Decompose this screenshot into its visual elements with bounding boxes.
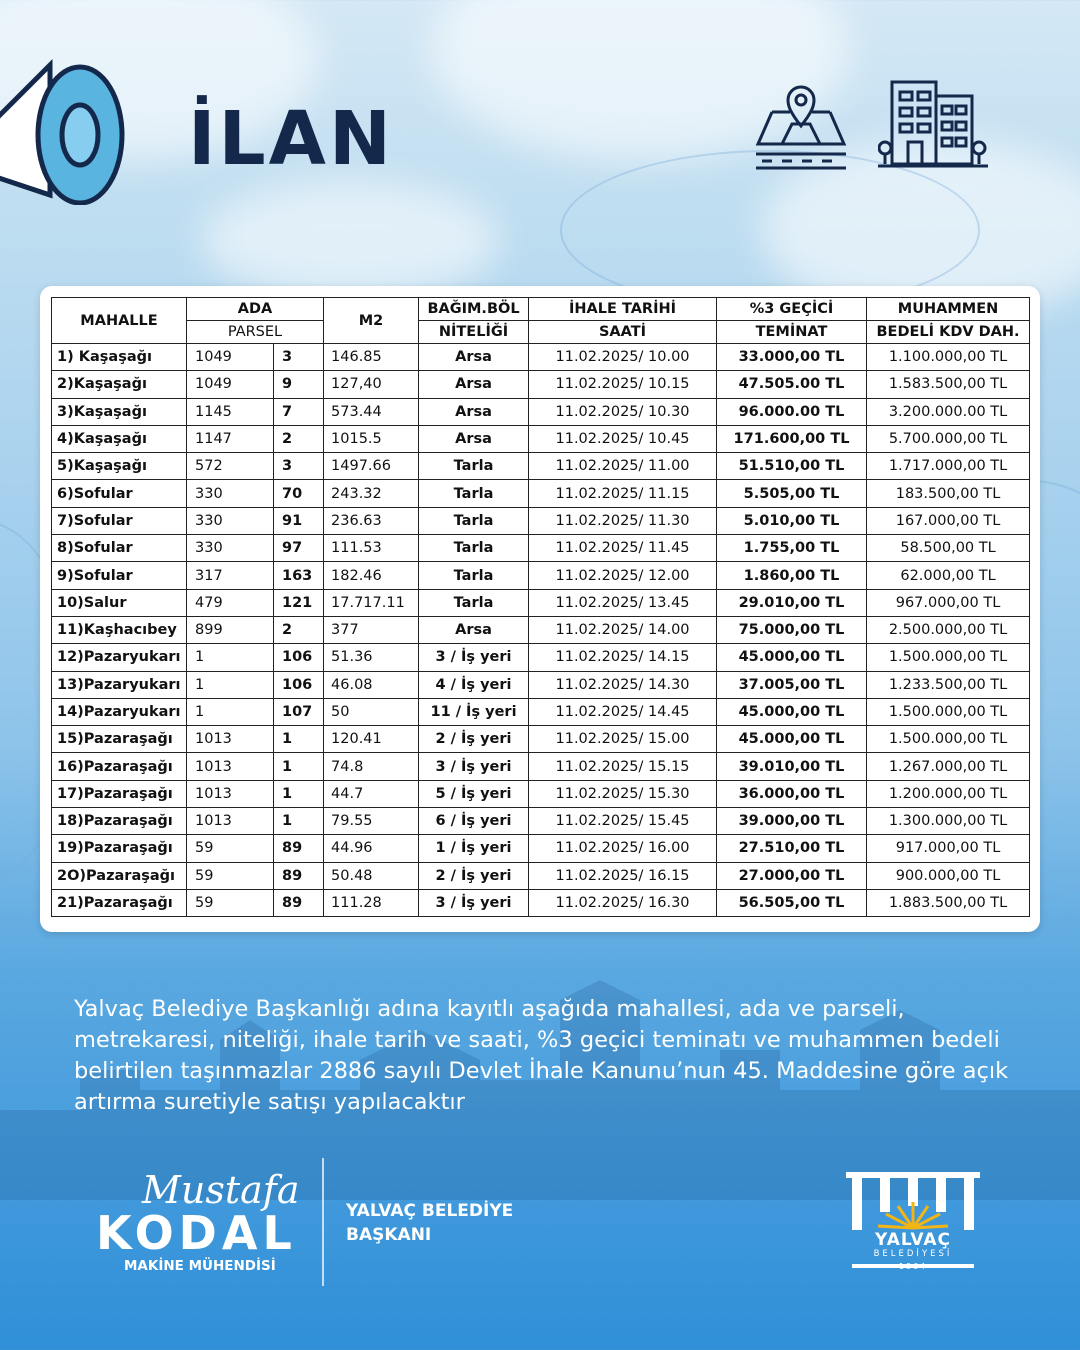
cell-ada: 317: [187, 562, 274, 589]
cell-ada: 1049: [187, 371, 274, 398]
table-row: [52, 371, 1030, 398]
header-nitelik-top: BAĞIM.BÖL: [419, 298, 529, 321]
cell-m2: 1015.5: [324, 425, 419, 452]
cell-ihale-tarihi: 11.02.2025/ 14.15: [529, 644, 717, 671]
cell-parsel: 106: [274, 644, 324, 671]
cell-nitelik: 4 / İş yeri: [419, 671, 529, 698]
cell-muhammen-bedel: 917.000,00 TL: [867, 835, 1030, 862]
cell-teminat: 171.600,00 TL: [717, 425, 867, 452]
cell-ihale-tarihi: 11.02.2025/ 11.30: [529, 507, 717, 534]
table-row: [52, 344, 1030, 371]
table-row: [52, 698, 1030, 725]
cell-muhammen-bedel: 1.267.000,00 TL: [867, 753, 1030, 780]
cell-parsel: 89: [274, 835, 324, 862]
cell-muhammen-bedel: 1.500.000,00 TL: [867, 644, 1030, 671]
cell-muhammen-bedel: 5.700.000,00 TL: [867, 425, 1030, 452]
cell-teminat: 45.000,00 TL: [717, 726, 867, 753]
cell-muhammen-bedel: 1.100.000,00 TL: [867, 344, 1030, 371]
cell-parsel: 121: [274, 589, 324, 616]
cell-teminat: 47.505.00 TL: [717, 371, 867, 398]
cell-m2: 182.46: [324, 562, 419, 589]
cell-parsel: 163: [274, 562, 324, 589]
cell-nitelik: Tarla: [419, 453, 529, 480]
cell-muhammen-bedel: 2.500.000,00 TL: [867, 616, 1030, 643]
cell-m2: 17.717.11: [324, 589, 419, 616]
mayor-title-line1: YALVAÇ BELEDİYE: [346, 1201, 514, 1221]
cell-mahalle: 3)Kaşaşağı: [52, 398, 187, 425]
cell-nitelik: Arsa: [419, 616, 529, 643]
cell-teminat: 45.000,00 TL: [717, 698, 867, 725]
cell-m2: 44.7: [324, 780, 419, 807]
cell-m2: 79.55: [324, 808, 419, 835]
cell-nitelik: 11 / İş yeri: [419, 698, 529, 725]
cell-ada: 1147: [187, 425, 274, 452]
table-row: [52, 644, 1030, 671]
cell-parsel: 97: [274, 535, 324, 562]
cell-parsel: 107: [274, 698, 324, 725]
cell-ihale-tarihi: 11.02.2025/ 10.45: [529, 425, 717, 452]
cell-mahalle: 2O)Pazaraşağı: [52, 862, 187, 889]
cell-nitelik: Tarla: [419, 535, 529, 562]
mayor-title-line2: BAŞKANI: [346, 1225, 432, 1245]
cell-nitelik: Arsa: [419, 398, 529, 425]
cell-nitelik: 2 / İş yeri: [419, 726, 529, 753]
megaphone-icon: [0, 55, 140, 205]
cell-teminat: 27.510,00 TL: [717, 835, 867, 862]
cell-ada: 330: [187, 507, 274, 534]
cell-teminat: 1.860,00 TL: [717, 562, 867, 589]
table-row: [52, 862, 1030, 889]
cell-nitelik: Tarla: [419, 562, 529, 589]
cell-mahalle: 18)Pazaraşağı: [52, 808, 187, 835]
table-row: [52, 453, 1030, 480]
logo-name: YALVAÇ: [875, 1230, 951, 1250]
cell-mahalle: 8)Sofular: [52, 535, 187, 562]
cell-m2: 573.44: [324, 398, 419, 425]
table-row: [52, 671, 1030, 698]
cell-parsel: 1: [274, 808, 324, 835]
cell-mahalle: 4)Kaşaşağı: [52, 425, 187, 452]
cell-teminat: 1.755,00 TL: [717, 535, 867, 562]
cell-ada: 330: [187, 480, 274, 507]
cell-teminat: 29.010,00 TL: [717, 589, 867, 616]
signature-script-name: Mustafa: [142, 1168, 300, 1212]
cell-ada: 330: [187, 535, 274, 562]
cell-m2: 120.41: [324, 726, 419, 753]
cell-ihale-tarihi: 11.02.2025/ 11.45: [529, 535, 717, 562]
cell-nitelik: Arsa: [419, 371, 529, 398]
cell-mahalle: 10)Salur: [52, 589, 187, 616]
header-bedel-top: MUHAMMEN: [867, 298, 1030, 321]
cell-teminat: 75.000,00 TL: [717, 616, 867, 643]
cell-teminat: 39.010,00 TL: [717, 753, 867, 780]
table-row: [52, 889, 1030, 916]
cell-muhammen-bedel: 1.500.000,00 TL: [867, 726, 1030, 753]
header-bedel-bottom: BEDELİ KDV DAH.: [867, 321, 1030, 344]
cell-parsel: 91: [274, 507, 324, 534]
cell-teminat: 45.000,00 TL: [717, 644, 867, 671]
cell-nitelik: 5 / İş yeri: [419, 780, 529, 807]
cell-ada: 1145: [187, 398, 274, 425]
signature-profession: MAKİNE MÜHENDİSİ: [124, 1258, 276, 1274]
cell-mahalle: 9)Sofular: [52, 562, 187, 589]
cell-parsel: 89: [274, 862, 324, 889]
header-tarih-top: İHALE TARİHİ: [529, 298, 717, 321]
cell-m2: 74.8: [324, 753, 419, 780]
cell-ihale-tarihi: 11.02.2025/ 16.30: [529, 889, 717, 916]
cell-nitelik: Arsa: [419, 425, 529, 452]
cell-ihale-tarihi: 11.02.2025/ 16.00: [529, 835, 717, 862]
cell-mahalle: 2)Kaşaşağı: [52, 371, 187, 398]
cell-ada: 59: [187, 862, 274, 889]
mayor-title: [346, 1199, 513, 1247]
announcement-description: Yalvaç Belediye Başkanlığı adına kayıtlı aşağıda mahallesi, ada ve parseli, metrekaresi, niteliği, ihale tarih ve saati, %3 geçici teminatı ve muhammen bedeli belirtilen taşınmazlar 2886 sayılı Devlet İhale Kanunu’nun 45. Maddesine göre açık artırma suretiyle satışı yapılacaktır: [74, 996, 1009, 1115]
cell-mahalle: 1) Kaşaşağı: [52, 344, 187, 371]
cell-ada: 572: [187, 453, 274, 480]
cell-ada: 1013: [187, 753, 274, 780]
cell-mahalle: 7)Sofular: [52, 507, 187, 534]
cell-muhammen-bedel: 62.000,00 TL: [867, 562, 1030, 589]
signature-name: KODAL: [96, 1206, 297, 1260]
cell-teminat: 51.510,00 TL: [717, 453, 867, 480]
cell-parsel: 7: [274, 398, 324, 425]
cell-teminat: 56.505,00 TL: [717, 889, 867, 916]
cell-ada: 1013: [187, 726, 274, 753]
cell-muhammen-bedel: 3.200.000.00 TL: [867, 398, 1030, 425]
cell-ada: 59: [187, 835, 274, 862]
cell-nitelik: Arsa: [419, 344, 529, 371]
cell-parsel: 2: [274, 616, 324, 643]
cell-ihale-tarihi: 11.02.2025/ 12.00: [529, 562, 717, 589]
cell-ihale-tarihi: 11.02.2025/ 16.15: [529, 862, 717, 889]
cell-muhammen-bedel: 1.717.000,00 TL: [867, 453, 1030, 480]
cell-nitelik: 3 / İş yeri: [419, 644, 529, 671]
cell-ihale-tarihi: 11.02.2025/ 15.45: [529, 808, 717, 835]
table-row: [52, 808, 1030, 835]
cell-muhammen-bedel: 900.000,00 TL: [867, 862, 1030, 889]
header-ada: ADA: [187, 298, 324, 321]
cell-mahalle: 15)Pazaraşağı: [52, 726, 187, 753]
cell-mahalle: 14)Pazaryukarı: [52, 698, 187, 725]
cell-ihale-tarihi: 11.02.2025/ 11.15: [529, 480, 717, 507]
table-row: [52, 835, 1030, 862]
cell-nitelik: 3 / İş yeri: [419, 889, 529, 916]
cell-m2: 111.28: [324, 889, 419, 916]
cell-m2: 50: [324, 698, 419, 725]
cell-parsel: 9: [274, 371, 324, 398]
cell-ihale-tarihi: 11.02.2025/ 15.15: [529, 753, 717, 780]
cell-parsel: 89: [274, 889, 324, 916]
cell-teminat: 37.005,00 TL: [717, 671, 867, 698]
table-row: [52, 398, 1030, 425]
cell-parsel: 3: [274, 453, 324, 480]
page-title: İLAN: [188, 96, 394, 182]
auction-table-card: [40, 286, 1040, 932]
cell-ihale-tarihi: 11.02.2025/ 10.00: [529, 344, 717, 371]
cell-m2: 111.53: [324, 535, 419, 562]
auction-table: [51, 297, 1030, 917]
cell-muhammen-bedel: 1.200.000,00 TL: [867, 780, 1030, 807]
cell-ada: 1013: [187, 780, 274, 807]
cell-nitelik: 2 / İş yeri: [419, 862, 529, 889]
table-row: [52, 480, 1030, 507]
cell-nitelik: 3 / İş yeri: [419, 753, 529, 780]
logo-subtitle: BELEDİYESİ: [873, 1249, 953, 1259]
cell-muhammen-bedel: 1.500.000,00 TL: [867, 698, 1030, 725]
table-row: [52, 425, 1030, 452]
cell-ada: 1: [187, 698, 274, 725]
cell-ada: 1: [187, 644, 274, 671]
map-location-icon: [752, 82, 850, 172]
cell-parsel: 106: [274, 671, 324, 698]
cell-teminat: 39.000,00 TL: [717, 808, 867, 835]
cell-ihale-tarihi: 11.02.2025/ 10.15: [529, 371, 717, 398]
cell-nitelik: Tarla: [419, 480, 529, 507]
cell-parsel: 1: [274, 780, 324, 807]
cell-m2: 236.63: [324, 507, 419, 534]
cell-muhammen-bedel: 1.300.000,00 TL: [867, 808, 1030, 835]
table-row: [52, 535, 1030, 562]
cell-muhammen-bedel: 1.883.500,00 TL: [867, 889, 1030, 916]
table-row: [52, 753, 1030, 780]
cell-muhammen-bedel: 1.233.500,00 TL: [867, 671, 1030, 698]
header-mahalle: MAHALLE: [52, 298, 187, 344]
cell-ihale-tarihi: 11.02.2025/ 14.00: [529, 616, 717, 643]
cell-muhammen-bedel: 183.500,00 TL: [867, 480, 1030, 507]
cell-nitelik: Tarla: [419, 507, 529, 534]
cell-teminat: 33.000,00 TL: [717, 344, 867, 371]
cell-muhammen-bedel: 58.500,00 TL: [867, 535, 1030, 562]
cell-parsel: 1: [274, 726, 324, 753]
header-teminat-bottom: TEMİNAT: [717, 321, 867, 344]
cell-mahalle: 16)Pazaraşağı: [52, 753, 187, 780]
cell-m2: 50.48: [324, 862, 419, 889]
cell-ihale-tarihi: 11.02.2025/ 10.30: [529, 398, 717, 425]
cell-m2: 243.32: [324, 480, 419, 507]
table-row: [52, 726, 1030, 753]
cell-ihale-tarihi: 11.02.2025/ 15.00: [529, 726, 717, 753]
table-row: [52, 589, 1030, 616]
cell-parsel: 70: [274, 480, 324, 507]
cell-m2: 46.08: [324, 671, 419, 698]
cell-m2: 127,40: [324, 371, 419, 398]
cell-m2: 51.36: [324, 644, 419, 671]
cell-nitelik: 6 / İş yeri: [419, 808, 529, 835]
cell-ada: 899: [187, 616, 274, 643]
header-m2: M2: [324, 298, 419, 344]
cell-mahalle: 21)Pazaraşağı: [52, 889, 187, 916]
cell-mahalle: 13)Pazaryukarı: [52, 671, 187, 698]
cell-ada: 59: [187, 889, 274, 916]
cell-m2: 146.85: [324, 344, 419, 371]
cell-ada: 1: [187, 671, 274, 698]
header-parsel: PARSEL: [187, 321, 324, 344]
building-icon: [878, 78, 988, 172]
cell-teminat: 5.505,00 TL: [717, 480, 867, 507]
cell-ihale-tarihi: 11.02.2025/ 11.00: [529, 453, 717, 480]
cell-mahalle: 12)Pazaryukarı: [52, 644, 187, 671]
cell-teminat: 36.000,00 TL: [717, 780, 867, 807]
cell-teminat: 5.010,00 TL: [717, 507, 867, 534]
cell-nitelik: 1 / İş yeri: [419, 835, 529, 862]
table-row: [52, 616, 1030, 643]
cell-mahalle: 5)Kaşaşağı: [52, 453, 187, 480]
table-row: [52, 780, 1030, 807]
cell-ihale-tarihi: 11.02.2025/ 14.45: [529, 698, 717, 725]
cell-ihale-tarihi: 11.02.2025/ 14.30: [529, 671, 717, 698]
table-row: [52, 507, 1030, 534]
cell-m2: 44.96: [324, 835, 419, 862]
cell-ada: 479: [187, 589, 274, 616]
logo-year: 1864: [898, 1262, 928, 1271]
table-row: [52, 562, 1030, 589]
signature-divider: [322, 1158, 324, 1286]
cell-teminat: 96.000.00 TL: [717, 398, 867, 425]
cell-mahalle: 11)Kaşhacıbey: [52, 616, 187, 643]
cell-teminat: 27.000,00 TL: [717, 862, 867, 889]
cell-parsel: 1: [274, 753, 324, 780]
header-teminat-top: %3 GEÇİCİ: [717, 298, 867, 321]
cell-muhammen-bedel: 967.000,00 TL: [867, 589, 1030, 616]
header-nitelik-bottom: NİTELİĞİ: [419, 321, 529, 344]
cell-ada: 1049: [187, 344, 274, 371]
cell-mahalle: 17)Pazaraşağı: [52, 780, 187, 807]
cell-m2: 1497.66: [324, 453, 419, 480]
cell-ihale-tarihi: 11.02.2025/ 13.45: [529, 589, 717, 616]
cell-ada: 1013: [187, 808, 274, 835]
cell-muhammen-bedel: 1.583.500,00 TL: [867, 371, 1030, 398]
cell-mahalle: 6)Sofular: [52, 480, 187, 507]
cell-m2: 377: [324, 616, 419, 643]
cell-parsel: 2: [274, 425, 324, 452]
cell-nitelik: Tarla: [419, 589, 529, 616]
header-tarih-bottom: SAATİ: [529, 321, 717, 344]
cell-ihale-tarihi: 11.02.2025/ 15.30: [529, 780, 717, 807]
cell-parsel: 3: [274, 344, 324, 371]
cell-mahalle: 19)Pazaraşağı: [52, 835, 187, 862]
cell-muhammen-bedel: 167.000,00 TL: [867, 507, 1030, 534]
